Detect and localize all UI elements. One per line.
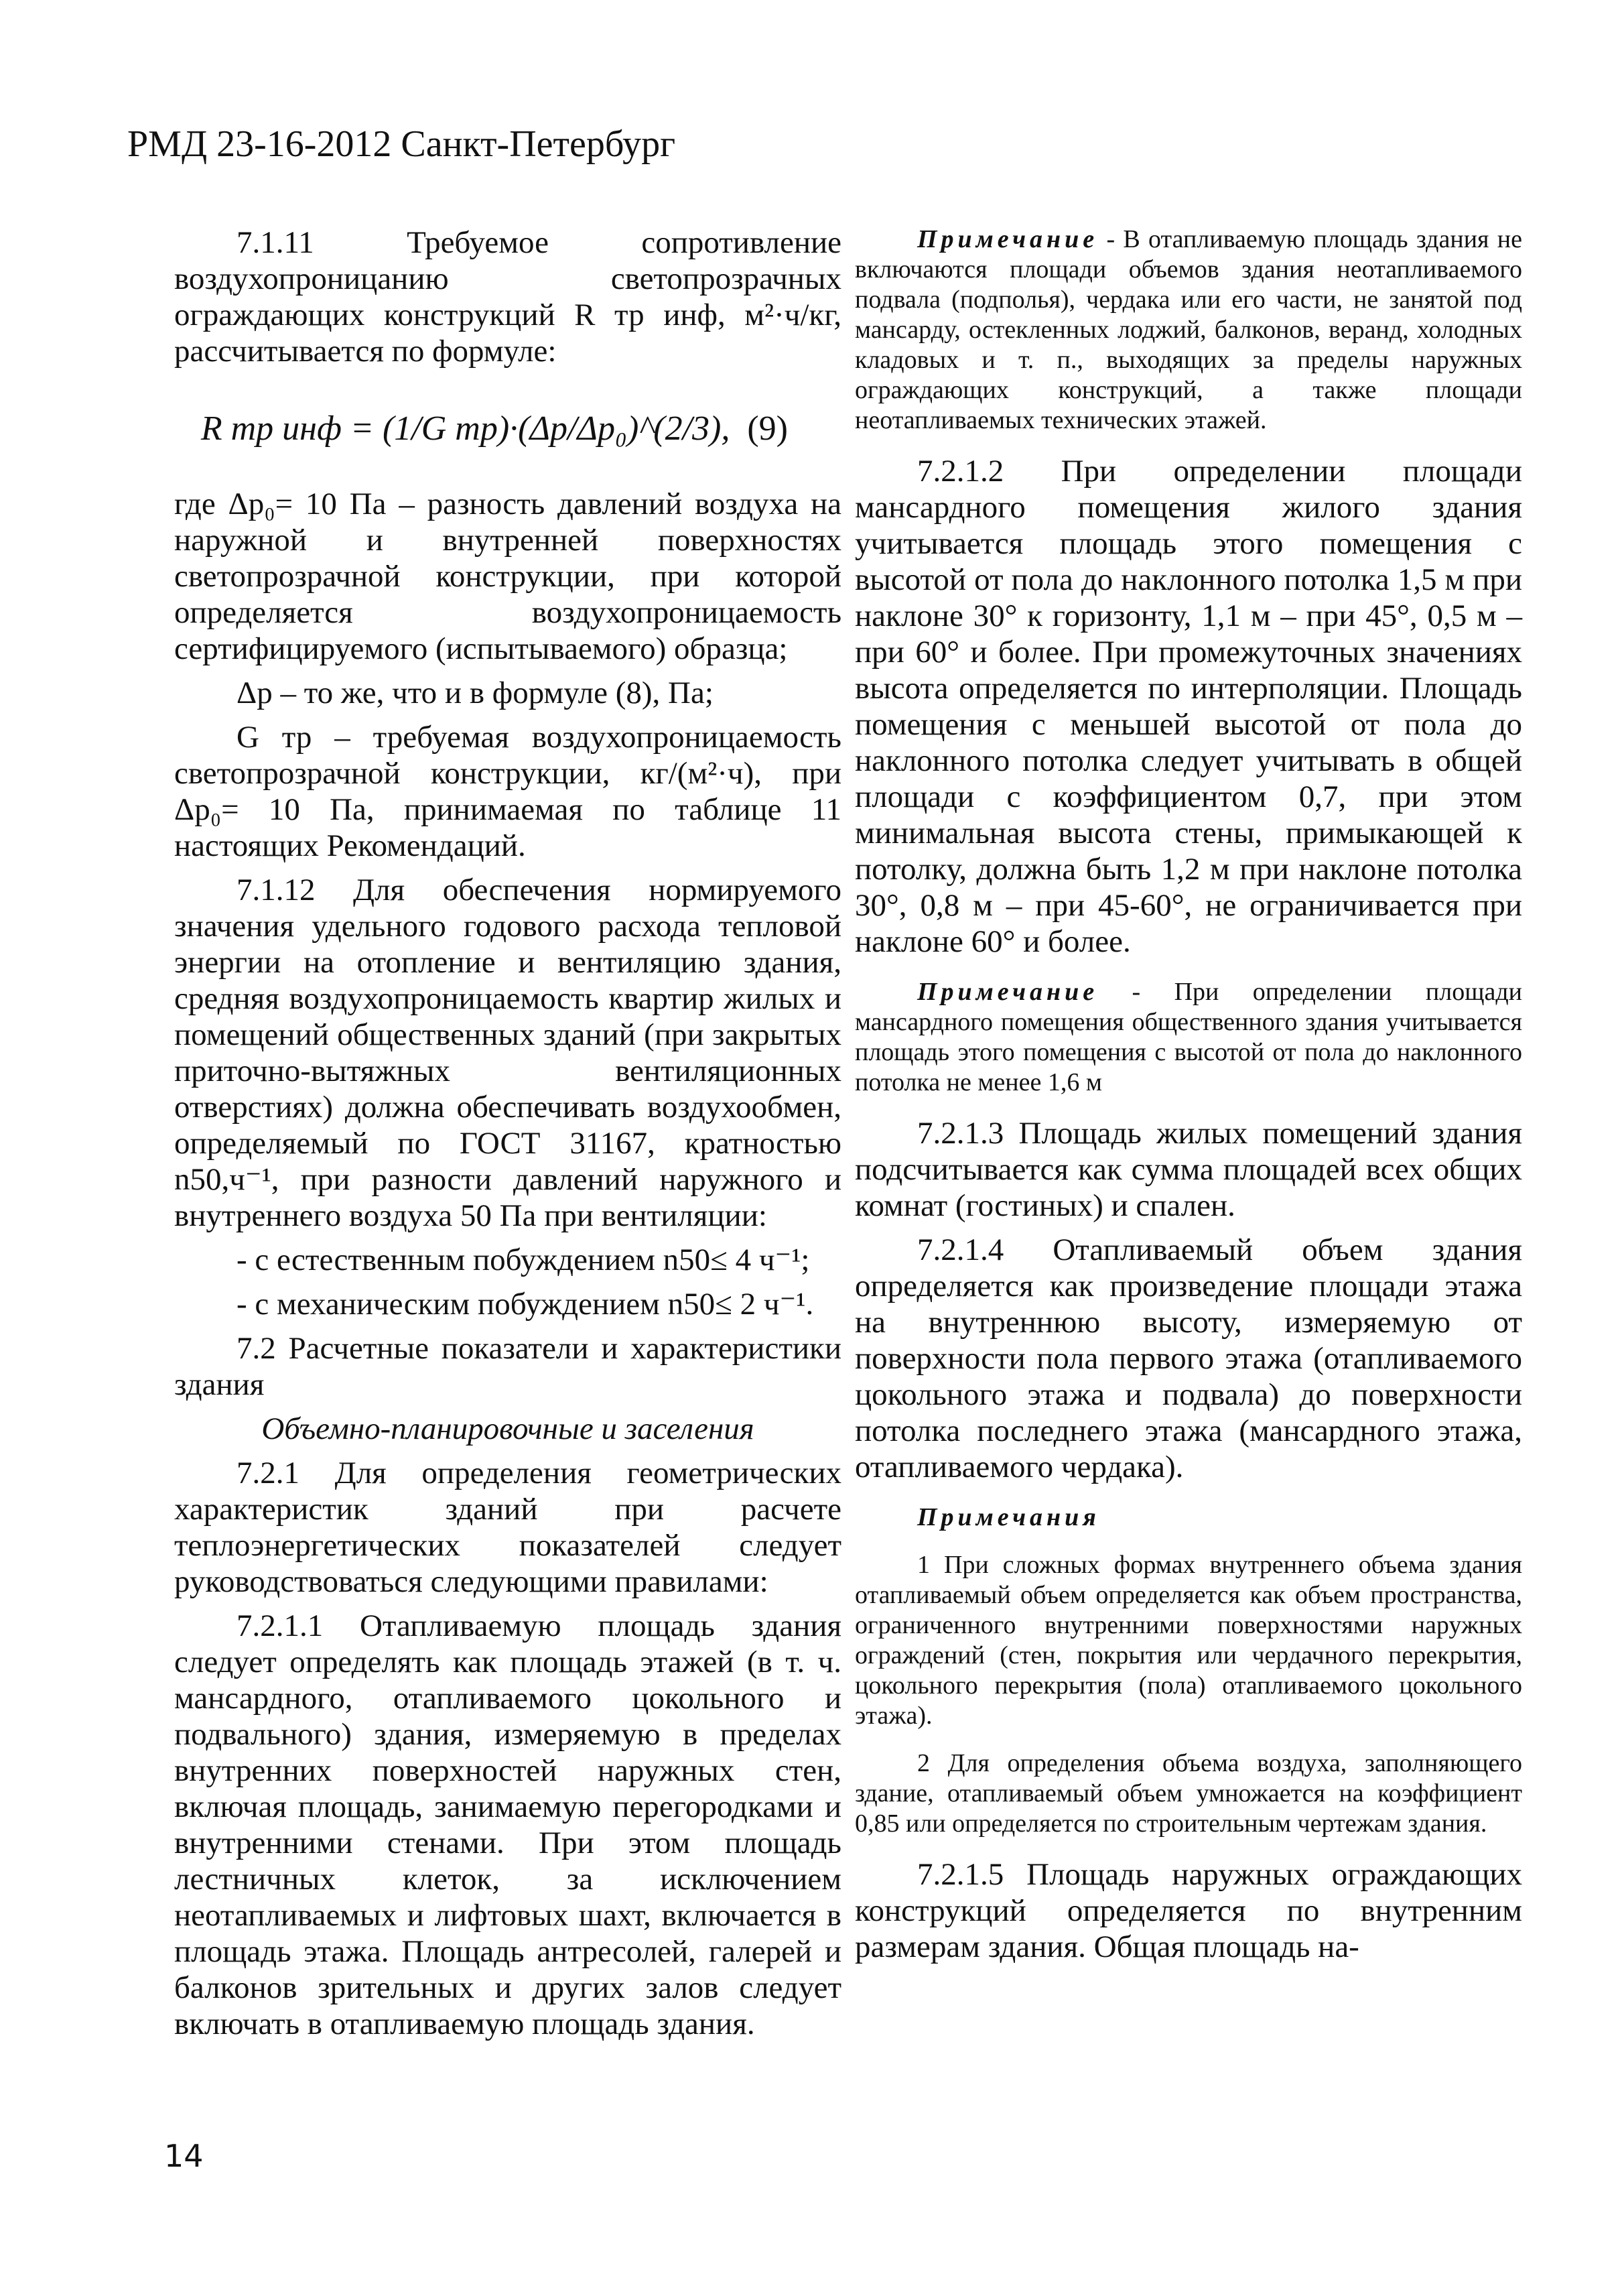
notes-title	[855, 1503, 1522, 1533]
page-header: РМД 23-16-2012 Санкт-Петербург	[127, 123, 676, 165]
formula-expression: R тр инф = (1/G тр)·(Δp/Δp₀)^(2/3),	[200, 409, 730, 448]
page-number: 14	[164, 2138, 204, 2174]
subheading: Объемно-планировочные и заселения	[261, 1411, 754, 1446]
definition-delta-p0: где Δp₀= 10 Па – разность давлений воздуха на наружной и внутренней поверхностях светопрозрачной конструкции, при которой определяется воздухопроницаемость сертифицируемого (испытываемого) образца;	[174, 487, 841, 666]
note-item-1: 1 При сложных формах внутреннего объема здания отапливаемый объем определяется как объем пространства, ограниченного внутренними поверхностями наружных ограждений (стен, покрытия или чердачного перекрытия, цокольного перекрытия (пола) отапливаемого цокольного этажа).	[855, 1551, 1522, 1730]
definition-g-tr: G тр – требуемая воздухопроницаемость светопрозрачной конструкции, кг/(м²·ч), при Δp₀= 10 Па, принимаемая по таблице 11 настоящих Рекомендаций.	[174, 720, 841, 863]
paragraph-7-2-1-3: 7.2.1.3 Площадь жилых помещений здания подсчитывается как сумма площадей всех общих комнат (гостиных) и спален.	[855, 1116, 1522, 1223]
note-item-2: 2 Для определения объема воздуха, заполняющего здание, отапливаемый объем умножается на коэффициент 0,85 или определяется по строительным чертежам здания.	[855, 1749, 1522, 1838]
paragraph-7-2-1-1: 7.2.1.1 Отапливаемую площадь здания следует определять как площадь этажей (в т. ч. мансардного, отапливаемого цокольного и подвального) здания, измеряемую в пределах внутренних поверхностей наружных стен, включая площадь, занимаемую перегородками и внутренними стенами. При этом площадь лестничных клеток, за исключением неотапливаемых и лифтовых шахт, включается в площадь этажа. Площадь антресолей, галерей и балконов зрительных и других залов следует включать в отапливаемую площадь здания.	[174, 1608, 841, 2041]
paragraph-7-1-11: 7.1.11 Требуемое сопротивление воздухопроницанию светопрозрачных ограждающих конструкций R тр инф, м²·ч/кг, рассчитывается по формуле:	[174, 225, 841, 369]
definition-delta-p: Δp – то же, что и в формуле (8), Па;	[236, 676, 714, 710]
note-title: Примечание	[917, 225, 1099, 253]
note-text: - При определении площади мансардного помещения общественного здания учитывается площадь этого помещения с высотой от пола до наклонного потолка не менее 1,6 м	[855, 978, 1522, 1096]
paragraph-7-2-1-4: 7.2.1.4 Отапливаемый объем здания определяется как произведение площади этажа на внутреннюю высоту, измеряемую от поверхности пола первого этажа (отапливаемого цокольного этажа и подвала) до поверхности потолка последнего этажа (мансардного этажа, отапливаемого чердака).	[855, 1232, 1522, 1484]
paragraph-7-2-1-2: 7.2.1.2 При определении площади мансардного помещения жилого здания учитывается площадь этого помещения с высотой от пола до наклонного потолка 1,5 м при наклоне 30° к горизонту, 1,1 м – при 45°, 0,5 м – при 60° и более. При промежуточных значениях высота определяется по интерполяции. Площадь помещения с меньшей высотой от пола до наклонного потолка следует учитывать в общей площади с коэффициентом 0,7, при этом минимальная высота стены, примыкающей к потолку, должна быть 1,2 м при наклоне потолка 30°, 0,8 м – при 45-60°, не ограничивается при наклоне 60° и более.	[855, 454, 1522, 959]
note-attic-area	[855, 977, 1522, 1098]
notes-heading: Примечания	[917, 1503, 1100, 1531]
note-text: - В отапливаемую площадь здания не включаются площади объемов здания неотапливаемого подвала (подполья), чердака или его части, не занятой под мансарду, остекленных лоджий, балконов, веранд, холодных кладовых и т. п., выходящих за пределы наружных ограждающих конструкций, а также площади неотапливаемых технических этажей.	[855, 225, 1523, 434]
left-column	[174, 225, 841, 2042]
note-title: Примечание	[917, 978, 1099, 1006]
list-item-mechanical: - с механическим побуждением n50≤ 2 ч⁻¹.	[236, 1287, 814, 1322]
paragraph-7-2-1-5: 7.2.1.5 Площадь наружных ограждающих конструкций определяется по внутренним размерам здания. Общая площадь на-	[855, 1857, 1522, 1964]
paragraph-7-2-1: 7.2.1 Для определения геометрических характеристик зданий при расчете теплоэнергетических показателей следует руководствоваться следующими правилами:	[174, 1456, 841, 1599]
formula-9	[174, 375, 841, 482]
list-item-natural: - с естественным побуждением n50≤ 4 ч⁻¹;	[236, 1242, 810, 1277]
right-column	[855, 225, 1522, 1965]
note-heated-area	[855, 225, 1522, 436]
paragraph-7-1-12: 7.1.12 Для обеспечения нормируемого значения удельного годового расхода тепловой энергии на отопление и вентиляцию здания, средняя воздухопроницаемость квартир жилых и помещений общественных зданий (при закрытых приточно-вытяжных вентиляционных отверстиях) должна обеспечивать воздухообмен, определяемый по ГОСТ 31167, кратностью n50,ч⁻¹, при разности давлений наружного и внутреннего воздуха 50 Па при вентиляции:	[174, 873, 841, 1233]
section-heading-7-2: 7.2 Расчетные показатели и характеристики здания	[174, 1331, 841, 1402]
formula-number: (9)	[747, 409, 788, 448]
